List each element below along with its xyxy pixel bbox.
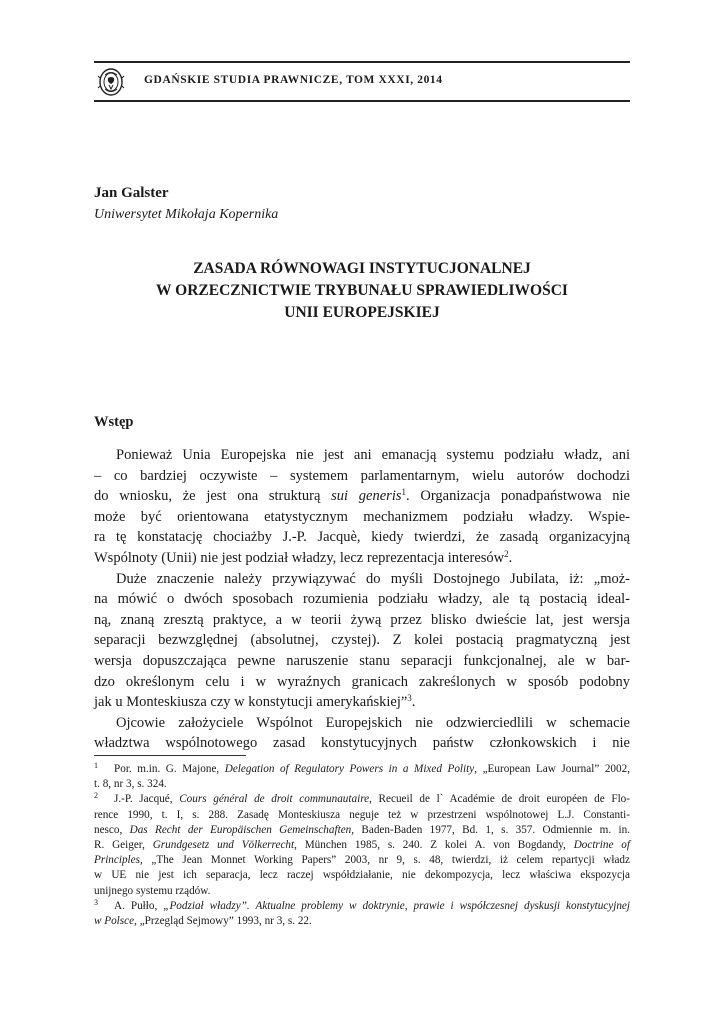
footnote-line: t. 8, nr 3, s. 324.: [94, 778, 167, 791]
footnote-separator: [94, 755, 246, 756]
footnote-ref[interactable]: 2: [504, 548, 509, 559]
text-line: może być orientowana etatystycznym mechanizmem podziału władzy. Wspie-: [94, 508, 630, 525]
journal-title: GDAŃSKIE STUDIA PRAWNICZE, TOM XXXI, 2014: [144, 74, 443, 86]
author-name: Jan Galster: [94, 185, 169, 201]
text-line: władztwa wspólnotowego zasad konstytucyjnych państw członkowskich i nie: [94, 735, 630, 752]
footnote-line: 2 J.-P. Jacqué, Cours général de droit communautaire, Recueil de l` Académie de droit européen de Flo-: [94, 791, 630, 806]
text-line: – co bardziej oczywiste – systemem parlamentarnym, wielu autorów dochodzi: [94, 467, 630, 484]
footnote-line: 1 Por. m.in. G. Majone, Delegation of Regulatory Powers in a Mixed Polity, „European Law Journal” 2002,: [94, 761, 630, 775]
footnote-ref[interactable]: 1: [401, 487, 406, 498]
footnote-line: 3 A. Pułło, „Podział władzy”. Aktualne problemy w doktrynie, prawie i współczesnej dyskusji konstytucyjnej: [94, 897, 630, 912]
text-line: Ojcowie założyciele Wspólnot Europejskich nie odzwierciedlili w schemacie: [116, 714, 630, 731]
text-line: Wspólnoty (Unii) nie jest podział władzy, lecz reprezentacja interesów$^2$.: [94, 548, 513, 566]
footnotes: [94, 762, 630, 929]
header-rule-bottom: [94, 100, 630, 102]
section-heading: Wstęp: [94, 414, 134, 430]
text-line: Duże znaczenie należy przywiązywać do myśli Dostojnego Jubilata, iż: „moż-: [116, 570, 630, 587]
footnote-ref[interactable]: 3: [407, 693, 412, 704]
text-line: ną, znaną zresztą praktyce, a w teorii żywą przez blisko dwieście lat, jest wersja: [94, 611, 630, 628]
text-line: wersja dopuszczająca pewne naruszenie stanu separacji funkcjonalnej, ale w bar-: [94, 652, 630, 669]
article-title: [94, 258, 630, 324]
title-line: W ORZECZNICTWIE TRYBUNAŁU SPRAWIEDLIWOŚCI: [156, 282, 568, 299]
footnote-line: nesco, Das Recht der Europäischen Gemeinschaften, Baden-Baden 1977, Bd. 1, s. 357. Odmiennie m. in.: [94, 823, 630, 836]
text-line: separacji bezwzględnej (absolutnej, czystej). Z kolei postacią pragmatyczną jest: [94, 632, 630, 649]
footnote-line: rence 1990, t. I, s. 288. Zasadę Monteskiusza neguje też w przestrzeni wspólnotowej L.J. Constanti-: [94, 808, 630, 821]
footnote-line: Principles, „The Jean Monnet Working Papers” 2003, nr 9, s. 48, twierdzi, iż celem repartycji władz: [94, 854, 630, 867]
footnote-line: unijnego systemu rządów.: [94, 884, 211, 897]
text-line: dzo określonym celu i w wyraźnych granicach zakreślonych w sposób podobny: [94, 673, 630, 690]
text-line: jak u Monteskiusza czy w konstytucji amerykańskiej”$^3$.: [94, 693, 416, 711]
author-affiliation: Uniwersytet Mikołaja Kopernika: [94, 207, 279, 222]
italic-term: sui generis: [331, 488, 402, 505]
title-line: ZASADA RÓWNOWAGI INSTYTUCJONALNEJ: [193, 260, 531, 277]
footnote-line: w UE nie jest ich separacja, lecz raczej współdziałanie, nie dekompozycja, lecz właściwa ekspozycja: [94, 869, 630, 882]
text-line: Ponieważ Unia Europejska nie jest ani emanacją systemu podziału władz, ani: [116, 447, 630, 463]
text-line: do wniosku, że jest ona strukturą sui generis$^1$. Organizacja ponadpaństwowa nie: [94, 487, 630, 505]
text-line: ra tę konstatację chociażby J.-P. Jacquè, kiedy twierdzi, że zasadą organizacyjną: [94, 529, 630, 546]
body-text: [94, 445, 630, 754]
footnote-line: w Polsce, „Przegląd Sejmowy” 1993, nr 3, s. 22.: [94, 914, 312, 927]
university-emblem-icon: [96, 66, 126, 98]
header-rule-top: [94, 61, 630, 63]
text-line: na mówić o dwóch sposobach rozumienia podziału władzy, ale tą postacią ideal-: [94, 591, 630, 608]
title-line: UNII EUROPEJSKIEJ: [284, 304, 440, 321]
footnote-line: R. Geiger, Grundgesetz und Völkerrecht, München 1985, s. 240. Z kolei A. von Bogdandy, Doctrine of: [94, 838, 630, 851]
